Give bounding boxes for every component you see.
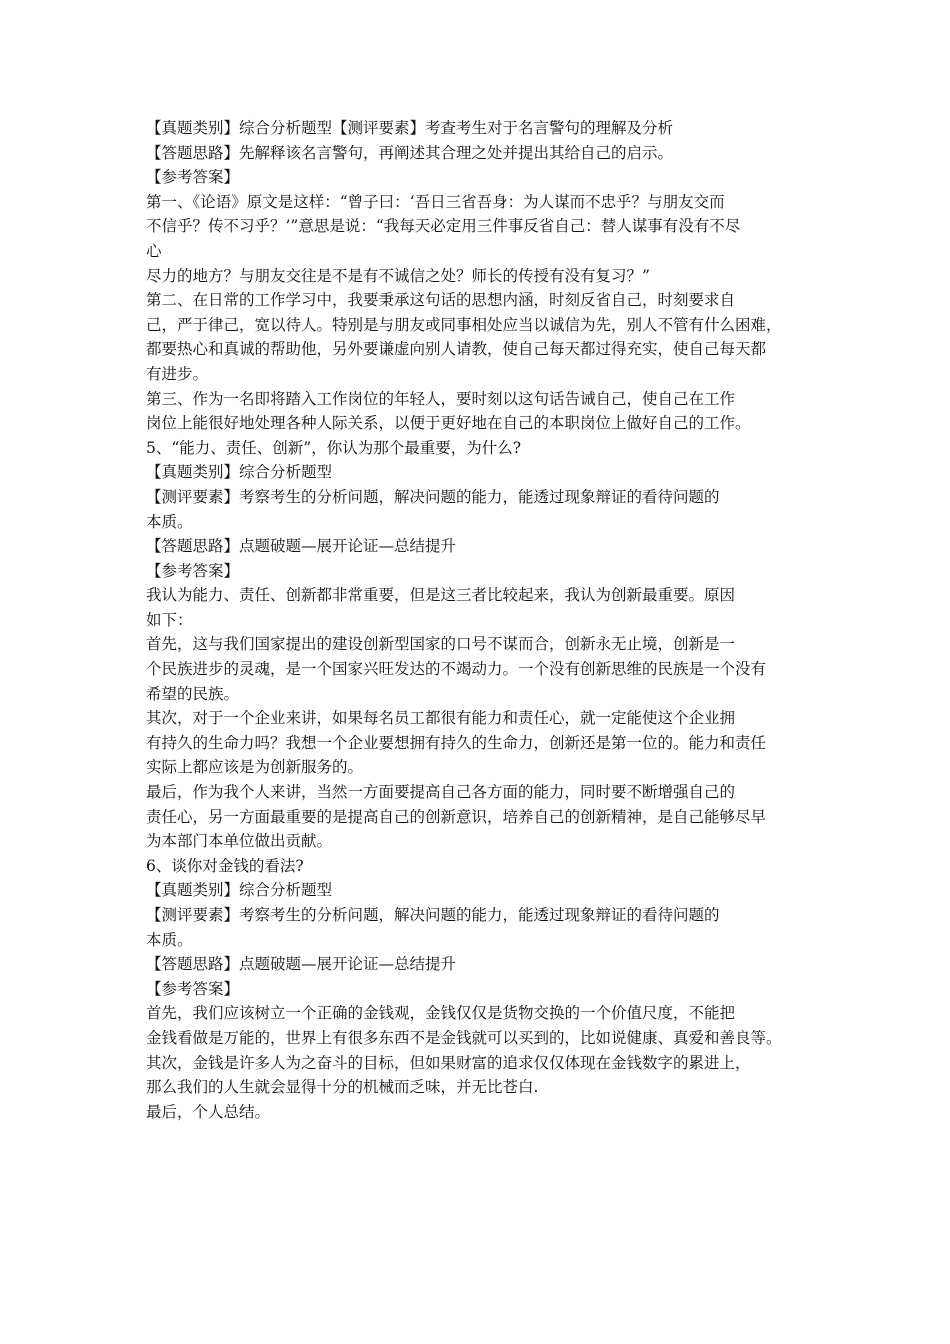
- text-line: 个民族进步的灵魂，是一个国家兴旺发达的不竭动力。一个没有创新思维的民族是一个没有: [146, 660, 767, 679]
- text-line: 为本部门本单位做出贡献。: [146, 832, 333, 851]
- text-line: 首先，这与我们国家提出的建设创新型国家的口号不谋而合，创新永无止境，创新是一: [146, 635, 736, 654]
- text-line: 第一、《论语》原文是这样：“曾子曰：‘吾日三省吾身：为人谋而不忠乎？与朋友交而: [146, 192, 725, 211]
- text-line: 其次，金钱是许多人为之奋斗的目标，但如果财富的追求仅仅体现在金钱数字的累进上，: [146, 1053, 751, 1072]
- text-line: 金钱看做是万能的，世界上有很多东西不是金钱就可以买到的，比如说健康、真爱和善良等。: [146, 1028, 782, 1047]
- text-line: 【测评要素】考察考生的分析问题，解决问题的能力，能透过现象辩证的看待问题的: [146, 487, 720, 506]
- text-line: 实际上都应该是为创新服务的。: [146, 758, 364, 777]
- text-line: 岗位上能很好地处理各种人际关系，以便于更好地在自己的本职岗位上做好自己的工作。: [146, 414, 751, 433]
- document-body: [146, 116, 826, 1124]
- text-line: 己，严于律己，宽以待人。特别是与朋友或同事相处应当以诚信为先，别人不管有什么困难，: [146, 315, 782, 334]
- text-line: 不信乎？传不习乎？’”意思是说：“我每天必定用三件事反省自己：替人谋事有没有不尽: [146, 217, 741, 236]
- text-line: 第三、作为一名即将踏入工作岗位的年轻人，要时刻以这句话告诫自己，使自己在工作: [146, 389, 736, 408]
- text-line: 有持久的生命力吗？我想一个企业要想拥有持久的生命力，创新还是第一位的。能力和责任: [146, 733, 767, 752]
- text-line: 【真题类别】综合分析题型: [146, 463, 333, 482]
- text-line: 【答题思路】先解释该名言警句，再阐述其合理之处并提出其给自己的启示。: [146, 143, 674, 162]
- text-line: 【真题类别】综合分析题型: [146, 881, 333, 900]
- text-line: 我认为能力、责任、创新都非常重要，但是这三者比较起来，我认为创新最重要。原因: [146, 586, 736, 605]
- text-line: 都要热心和真诚的帮助他，另外要谦虚向别人请教，使自己每天都过得充实，使自己每天都: [146, 340, 767, 359]
- text-line: 心: [146, 241, 162, 260]
- text-line: 如下：: [146, 610, 193, 629]
- text-line: 【参考答案】: [146, 561, 240, 580]
- text-line: 6、谈你对金钱的看法?: [146, 856, 304, 875]
- text-line: 那么我们的人生就会显得十分的机械而乏味，并无比苍白.: [146, 1078, 539, 1097]
- text-line: 本质。: [146, 930, 193, 949]
- text-line: 【真题类别】综合分析题型【测评要素】考查考生对于名言警句的理解及分析: [146, 119, 674, 137]
- text-line: 【参考答案】: [146, 168, 240, 187]
- text-line: 【答题思路】点题破题—展开论证—总结提升: [146, 537, 457, 556]
- text-line: 【答题思路】点题破题—展开论证—总结提升: [146, 955, 457, 974]
- text-line: 有进步。: [146, 364, 209, 383]
- text-line: 本质。: [146, 512, 193, 531]
- text-line: 最后，作为我个人来讲，当然一方面要提高自己各方面的能力，同时要不断增强自己的: [146, 783, 736, 802]
- text-line: 其次，对于一个企业来讲，如果每名员工都很有能力和责任心，就一定能使这个企业拥: [146, 709, 736, 728]
- text-line: 第二、在日常的工作学习中，我要秉承这句话的思想内涵，时刻反省自己，时刻要求自: [146, 291, 736, 310]
- text-line: 5、“能力、责任、创新”，你认为那个最重要，为什么?: [146, 438, 522, 457]
- text-line: 最后，个人总结。: [146, 1102, 271, 1121]
- text-line: 希望的民族。: [146, 684, 240, 703]
- text-line: 【参考答案】: [146, 979, 240, 998]
- text-line: 尽力的地方？与朋友交往是不是有不诚信之处？师长的传授有没有复习？”: [146, 266, 650, 285]
- text-line: 【测评要素】考察考生的分析问题，解决问题的能力，能透过现象辩证的看待问题的: [146, 906, 720, 924]
- text-line: 责任心，另一方面最重要的是提高自己的创新意识，培养自己的创新精神，是自己能够尽早: [146, 807, 767, 826]
- text-line: 首先，我们应该树立一个正确的金钱观，金钱仅仅是货物交换的一个价值尺度，不能把: [146, 1004, 736, 1023]
